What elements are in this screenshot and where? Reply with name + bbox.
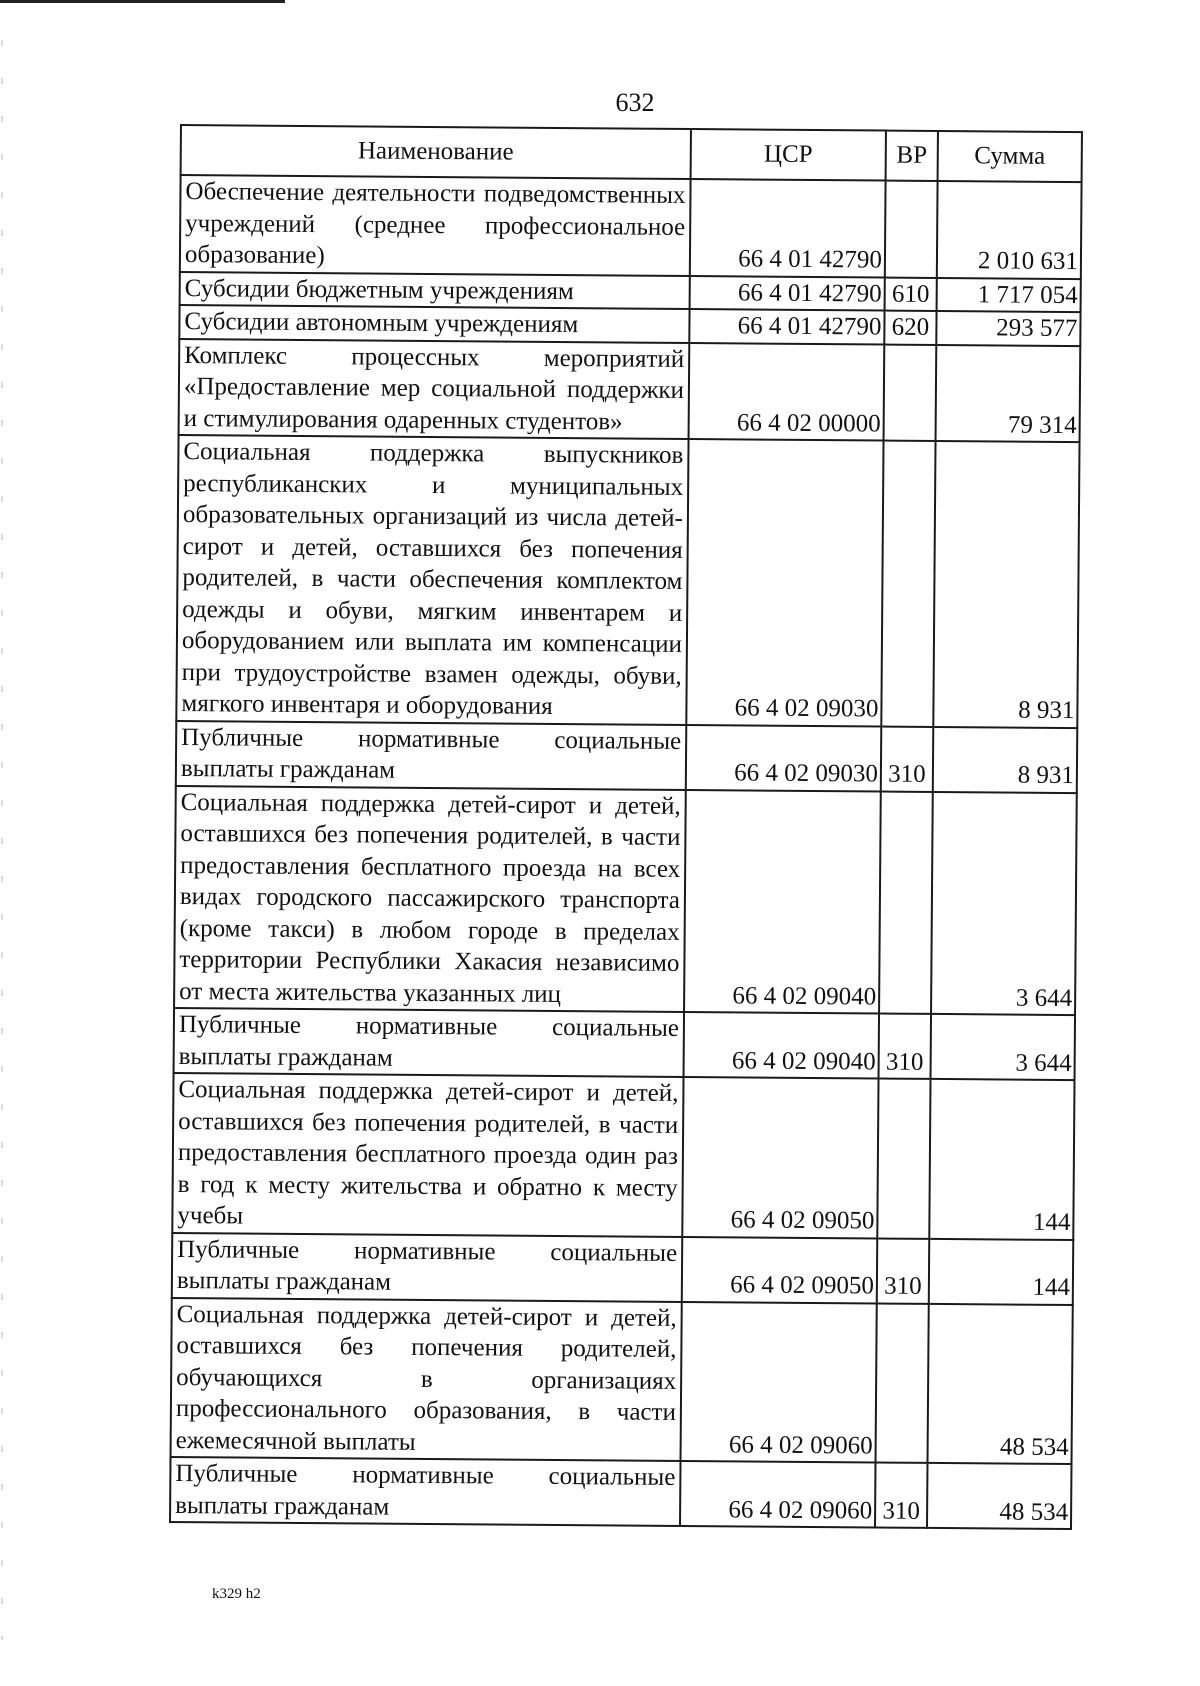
table-row xyxy=(171,1297,1073,1464)
cell-name: Публичные нормативные социальные выплаты гражданам xyxy=(174,1008,684,1077)
cell-sum: 2 010 631 xyxy=(937,181,1082,279)
cell-sum: 8 931 xyxy=(933,726,1078,792)
table-row xyxy=(172,1073,1074,1240)
cell-csr: 66 4 02 00000 xyxy=(689,343,885,441)
cell-sum: 79 314 xyxy=(936,344,1081,442)
cell-name: Субсидии автономным учреждениям xyxy=(179,305,689,343)
cell-vr: 310 xyxy=(879,1014,932,1079)
header-vr: ВР xyxy=(886,131,938,181)
cell-sum: 144 xyxy=(929,1079,1074,1240)
cell-csr: 66 4 01 42790 xyxy=(690,276,885,311)
cell-vr: 310 xyxy=(881,726,934,791)
cell-csr: 66 4 02 09030 xyxy=(686,439,883,726)
cell-name: Социальная поддержка детей-сирот и детей, оставшихся без попечения родителей, в части предоставления бесплатного проезда один раз в год к месту жительства и обратно к месту учебы xyxy=(172,1073,683,1237)
budget-table-container xyxy=(169,124,1083,1530)
cell-name: Комплекс процессных мероприятий «Предоставление мер социальной поддержки и стимулирования одаренных студентов» xyxy=(179,339,690,440)
cell-vr xyxy=(885,181,938,278)
cell-vr: 310 xyxy=(875,1463,928,1528)
cell-vr xyxy=(877,1079,930,1239)
table-row xyxy=(174,785,1077,1015)
cell-csr: 66 4 02 09050 xyxy=(682,1077,878,1238)
cell-name: Публичные нормативные социальные выплаты гражданам xyxy=(176,720,686,789)
cell-name: Социальная поддержка детей-сирот и детей, оставшихся без попечения родителей, в части предоставления бесплатного проезда на всех видах городского пассажирского транспорта (кроме такси) в любом городе в пределах территории Республики Хакасия независимо от места жительства указанных лиц xyxy=(174,785,686,1011)
cell-csr: 66 4 02 09050 xyxy=(682,1236,878,1303)
cell-name: Обеспечение деятельности подведомственных учреждений (среднее профессиональное образование) xyxy=(180,175,691,276)
cell-vr xyxy=(879,791,933,1014)
table-row xyxy=(174,1008,1075,1080)
budget-table xyxy=(169,124,1083,1530)
cell-csr: 66 4 02 09060 xyxy=(681,1301,877,1462)
cell-name: Публичные нормативные социальные выплаты гражданам xyxy=(172,1232,682,1301)
footer-code: k329 h2 xyxy=(212,1586,261,1602)
cell-vr: 610 xyxy=(885,277,937,311)
table-row xyxy=(176,720,1077,792)
cell-name: Социальная поддержка выпускников республиканских и муниципальных образовательных организаций из числа детей-сирот и детей, оставшихся без попечения родителей, в части обеспечения комплектом одежды и обуви, мягким инвентарем и оборудованием или выплата им компенсации при трудоустройстве взамен одежды, обуви, мягкого инвентаря и оборудования xyxy=(176,435,688,724)
cell-sum: 1 717 054 xyxy=(937,277,1081,312)
cell-csr: 66 4 02 09040 xyxy=(684,1012,880,1079)
page-number: 632 xyxy=(615,88,655,117)
cell-csr: 66 4 02 09060 xyxy=(680,1461,876,1528)
cell-vr xyxy=(876,1303,929,1463)
scan-edge-artifact xyxy=(1,40,3,1640)
cell-vr: 310 xyxy=(877,1238,930,1303)
table-row xyxy=(180,175,1082,279)
cell-sum: 293 577 xyxy=(936,311,1080,346)
cell-sum: 144 xyxy=(929,1238,1074,1304)
cell-sum: 3 644 xyxy=(931,791,1077,1015)
table-body xyxy=(170,175,1082,1529)
cell-vr: 620 xyxy=(884,311,936,345)
cell-sum: 48 534 xyxy=(928,1303,1073,1464)
cell-csr: 66 4 01 42790 xyxy=(689,309,884,344)
table-row xyxy=(176,435,1079,728)
table-header-row xyxy=(181,125,1082,182)
scan-edge-mark xyxy=(0,0,285,3)
header-name: Наименование xyxy=(181,125,691,179)
header-sum: Сумма xyxy=(938,131,1082,182)
cell-sum: 8 931 xyxy=(933,441,1079,728)
table-row xyxy=(179,339,1081,443)
cell-csr: 66 4 02 09040 xyxy=(684,789,881,1013)
cell-csr: 66 4 01 42790 xyxy=(690,179,886,277)
cell-csr: 66 4 02 09030 xyxy=(686,724,882,791)
cell-name: Социальная поддержка детей-сирот и детей, оставшихся без попечения родителей, обучающихся в организациях профессионального образования, в части ежемесячной выплаты xyxy=(171,1297,682,1461)
cell-vr xyxy=(884,344,937,441)
table-row xyxy=(170,1457,1071,1529)
cell-sum: 48 534 xyxy=(927,1463,1072,1529)
header-csr: ЦСР xyxy=(691,129,886,181)
cell-name: Публичные нормативные социальные выплаты гражданам xyxy=(170,1457,680,1526)
cell-name: Субсидии бюджетным учреждениям xyxy=(180,272,690,310)
table-row xyxy=(172,1232,1073,1304)
cell-sum: 3 644 xyxy=(931,1014,1076,1080)
cell-vr xyxy=(881,441,935,727)
